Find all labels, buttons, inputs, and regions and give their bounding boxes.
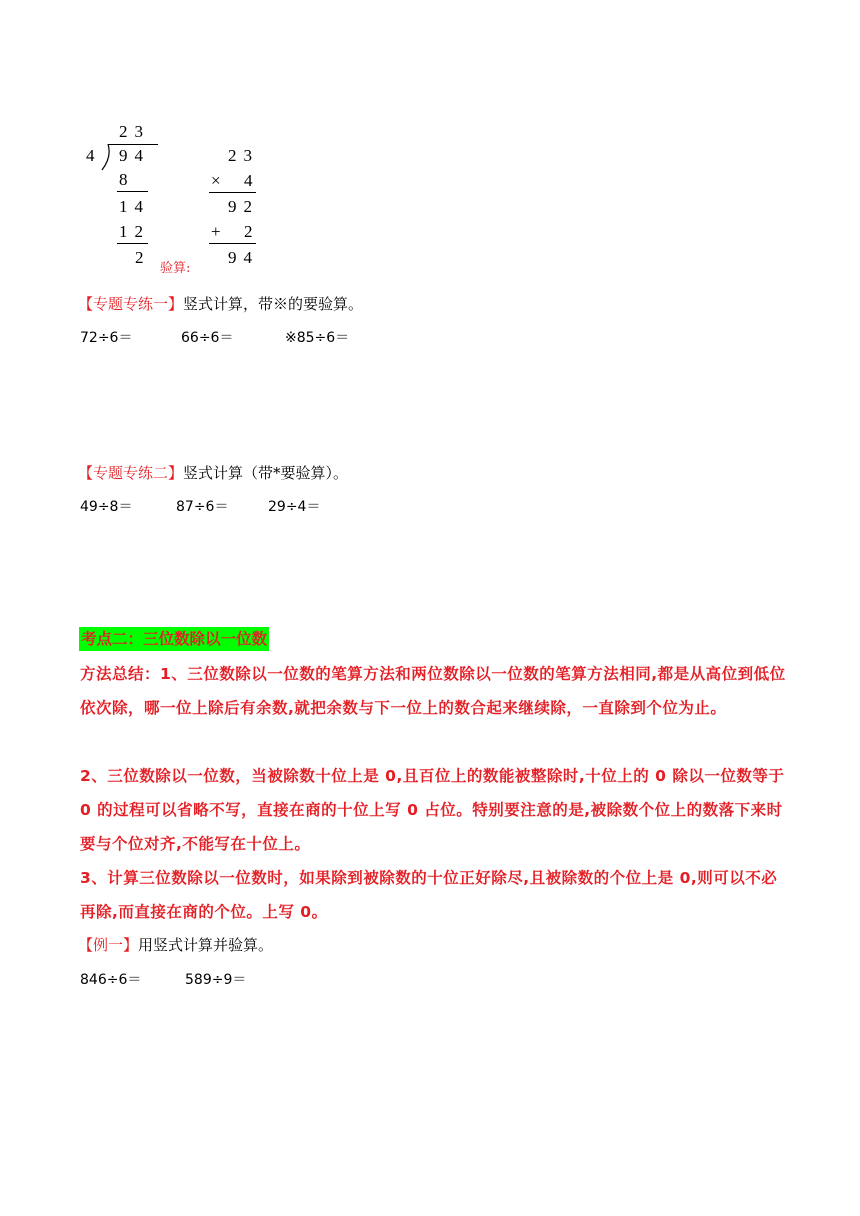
- division-bracket: [100, 143, 112, 171]
- quotient: 23: [119, 122, 150, 141]
- practice1-header: [78, 293, 363, 314]
- method-summary-para-1: 方法总结：1、三位数除以一位数的笔算方法和两位数除以一位数的笔算方法相同,都是从高位到低位依次除，哪一位上除后有余数,就把余数与下一位上的数合起来继续除，一直除到个位为止。: [80, 665, 786, 717]
- practice2-instruction: 竖式计算（带*要验算）。: [183, 464, 349, 482]
- practice2-tag: 【专题专练二】: [78, 464, 184, 482]
- section2-title: 考点二：三位数除以一位数: [79, 627, 269, 651]
- verify-multiplier: 4: [244, 171, 260, 190]
- example1-problem-2: 589÷9＝: [185, 972, 247, 988]
- practice2-problem-2: 87÷6＝: [176, 499, 229, 515]
- multiply-sign: ×: [211, 171, 228, 190]
- practice1-problem-1: 72÷6＝: [80, 330, 133, 346]
- verify-product: 92: [228, 197, 259, 216]
- verify-multiplicand: 23: [228, 146, 259, 165]
- division-line-1: [117, 191, 148, 192]
- step-subtract-1: 8: [119, 170, 135, 189]
- division-bar: [108, 144, 158, 145]
- step-subtract-2: 12: [119, 222, 150, 241]
- practice1-instruction: 竖式计算，带※的要验算。: [183, 295, 364, 313]
- example1-instruction: 用竖式计算并验算。: [138, 936, 274, 954]
- practice2-header: [78, 462, 348, 483]
- dividend: 94: [119, 146, 150, 165]
- verify-line-2: [209, 243, 256, 244]
- practice1-problem-3: ※85÷6＝: [285, 330, 350, 346]
- verify-remainder: 2: [244, 222, 260, 241]
- practice2-problem-3: 29÷4＝: [268, 499, 321, 515]
- verify-result: 94: [228, 248, 259, 267]
- example1-problem-1: 846÷6＝: [80, 972, 142, 988]
- method-summary-para-2: 2、三位数除以一位数，当被除数十位上是 0,且百位上的数能被整除时,十位上的 0 除以一位数等于 0 的过程可以省略不写，直接在商的十位上写 0 占位。特别要注意的是,被除数个位上的数落下来时要与个位对齐,不能写在十位上。: [80, 767, 785, 853]
- method-summary-para-3: 3、计算三位数除以一位数时，如果除到被除数的十位正好除尽,且被除数的个位上是 0,则可以不必再除,而直接在商的个位。上写 0。: [80, 869, 778, 921]
- verification-label: 验算:: [160, 261, 191, 276]
- practice1-problem-2: 66÷6＝: [181, 330, 234, 346]
- divisor: 4: [86, 146, 102, 165]
- practice2-problem-1: 49÷8＝: [80, 499, 133, 515]
- final-remainder: 2: [135, 248, 151, 267]
- verify-line-1: [209, 192, 256, 193]
- example1-tag: 【例一】: [78, 936, 139, 954]
- step-remainder-1: 14: [119, 197, 150, 216]
- division-line-2: [117, 243, 148, 244]
- practice1-tag: 【专题专练一】: [78, 295, 184, 313]
- example1-header: [78, 934, 273, 955]
- plus-sign: +: [211, 222, 228, 241]
